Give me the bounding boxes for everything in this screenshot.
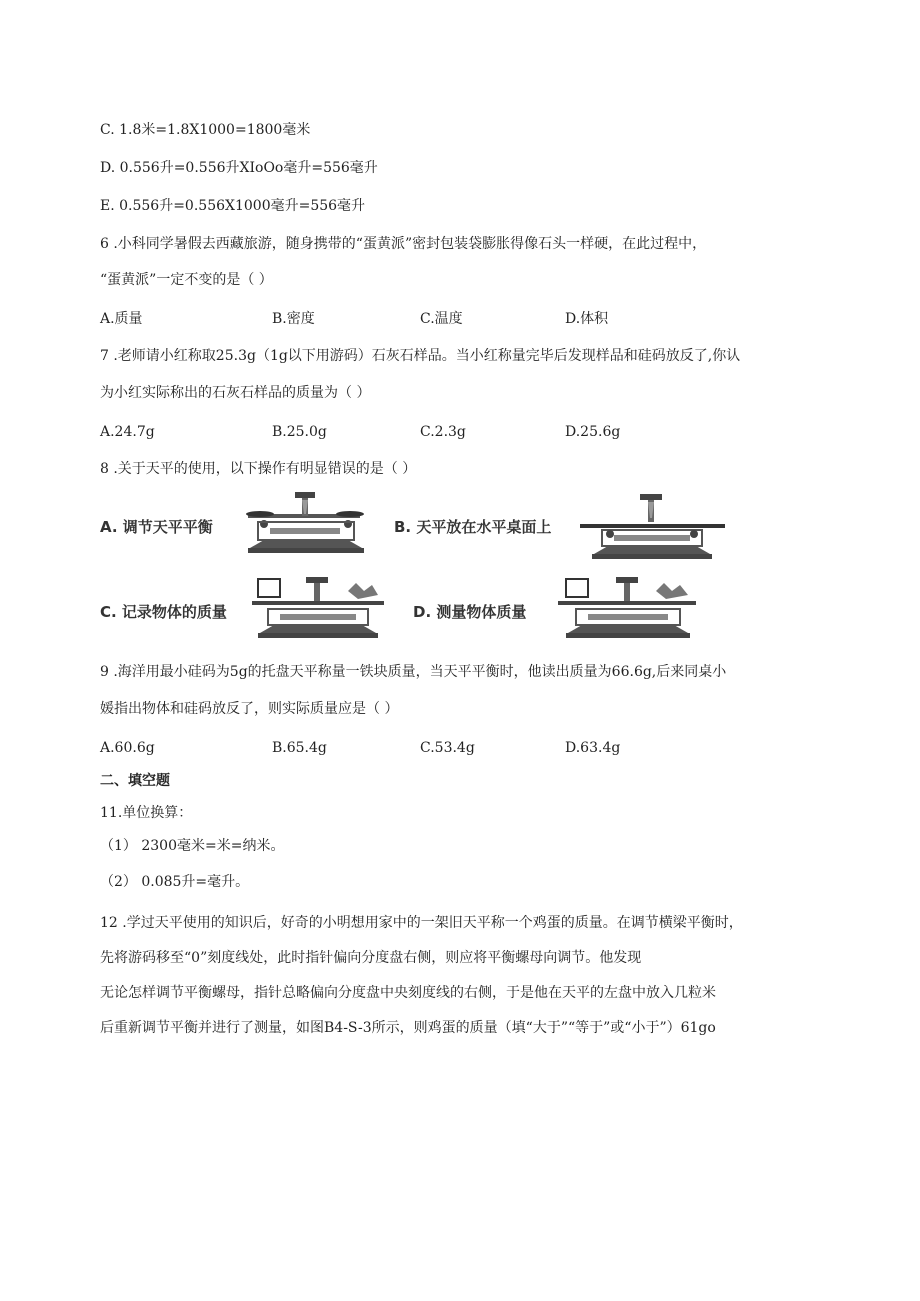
q6-option-c: C.温度 xyxy=(420,311,463,327)
q8-stem: 8 .关于天平的使用，以下操作有明显错误的是（ ） xyxy=(100,461,417,477)
q7-stem-line2: 为小红实际称出的石灰石样品的质量为（ ） xyxy=(100,385,371,401)
q7-option-c: C.2.3g xyxy=(420,424,466,440)
q7-option-a: A.24.7g xyxy=(100,424,155,440)
q6-option-d: D.体积 xyxy=(565,311,609,327)
q9-stem-line1: 9 .海洋用最小硅码为5g的托盘天平称量一铁块质量，当天平平衡时，他读出质量为66.6g,后来同桌小 xyxy=(100,664,727,680)
q11-title: 11.单位换算： xyxy=(100,805,193,821)
q8-label-b: B. 天平放在水平桌面上 xyxy=(394,518,552,536)
balance-illustration-d xyxy=(552,575,702,647)
balance-illustration-a xyxy=(240,490,370,560)
q6-option-b: B.密度 xyxy=(272,311,315,327)
q9-option-d: D.63.4g xyxy=(565,740,621,756)
q9-option-b: B.65.4g xyxy=(272,740,327,756)
q8-label-d: D. 测量物体质量 xyxy=(413,603,527,621)
q12-stem-line3: 无论怎样调节平衡螺母，指针总略偏向分度盘中央刻度线的右侧，于是他在天平的左盘中放入几粒米 xyxy=(100,985,716,1001)
q8-label-c: C. 记录物体的质量 xyxy=(100,603,227,621)
q11-item-2: （2） 0.085升=毫升。 xyxy=(100,874,250,890)
q8-label-a: A. 调节天平平衡 xyxy=(100,518,213,536)
q5-option-c: C. 1.8米=1.8X1000=1800毫米 xyxy=(100,122,311,138)
q11-item-1: （1） 2300毫米=米=纳米。 xyxy=(100,838,285,854)
q5-option-d: D. 0.556升=0.556升XIoOo毫升=556毫升 xyxy=(100,160,378,176)
section-title-fill-in: 二、填空题 xyxy=(100,773,170,789)
q6-stem-line1: 6 .小科同学暑假去西藏旅游，随身携带的“蛋黄派”密封包装袋膨胀得像石头一样硬，在此过程中， xyxy=(100,236,707,252)
q7-option-b: B.25.0g xyxy=(272,424,327,440)
q12-stem-line1: 12 .学过天平使用的知识后，好奇的小明想用家中的一架旧天平称一个鸡蛋的质量。在调节横梁平衡时， xyxy=(100,915,743,931)
balance-illustration-c xyxy=(248,575,388,647)
q5-option-e: E. 0.556升=0.556X1000毫升=556毫升 xyxy=(100,198,366,214)
q12-stem-line2: 先将游码移至“0”刻度线处，此时指针偏向分度盘右侧，则应将平衡螺母向调节。他发现 xyxy=(100,950,642,966)
balance-illustration-b xyxy=(580,490,725,562)
q7-stem-line1: 7 .老师请小红称取25.3g（1g以下用游码）石灰石样品。当小红称量完毕后发现样品和硅码放反了,你认 xyxy=(100,348,741,364)
q12-stem-line4: 后重新调节平衡并进行了测量，如图B4-S-3所示，则鸡蛋的质量（填“大于”“等于”或“小于”）61go xyxy=(100,1020,716,1036)
q6-stem-line2: “蛋黄派”一定不变的是（ ） xyxy=(100,272,273,288)
q9-option-c: C.53.4g xyxy=(420,740,475,756)
q7-option-d: D.25.6g xyxy=(565,424,621,440)
q9-stem-line2: 媛指出物体和硅码放反了，则实际质量应是（ ） xyxy=(100,701,399,717)
q9-option-a: A.60.6g xyxy=(100,740,155,756)
q6-option-a: A.质量 xyxy=(100,311,143,327)
